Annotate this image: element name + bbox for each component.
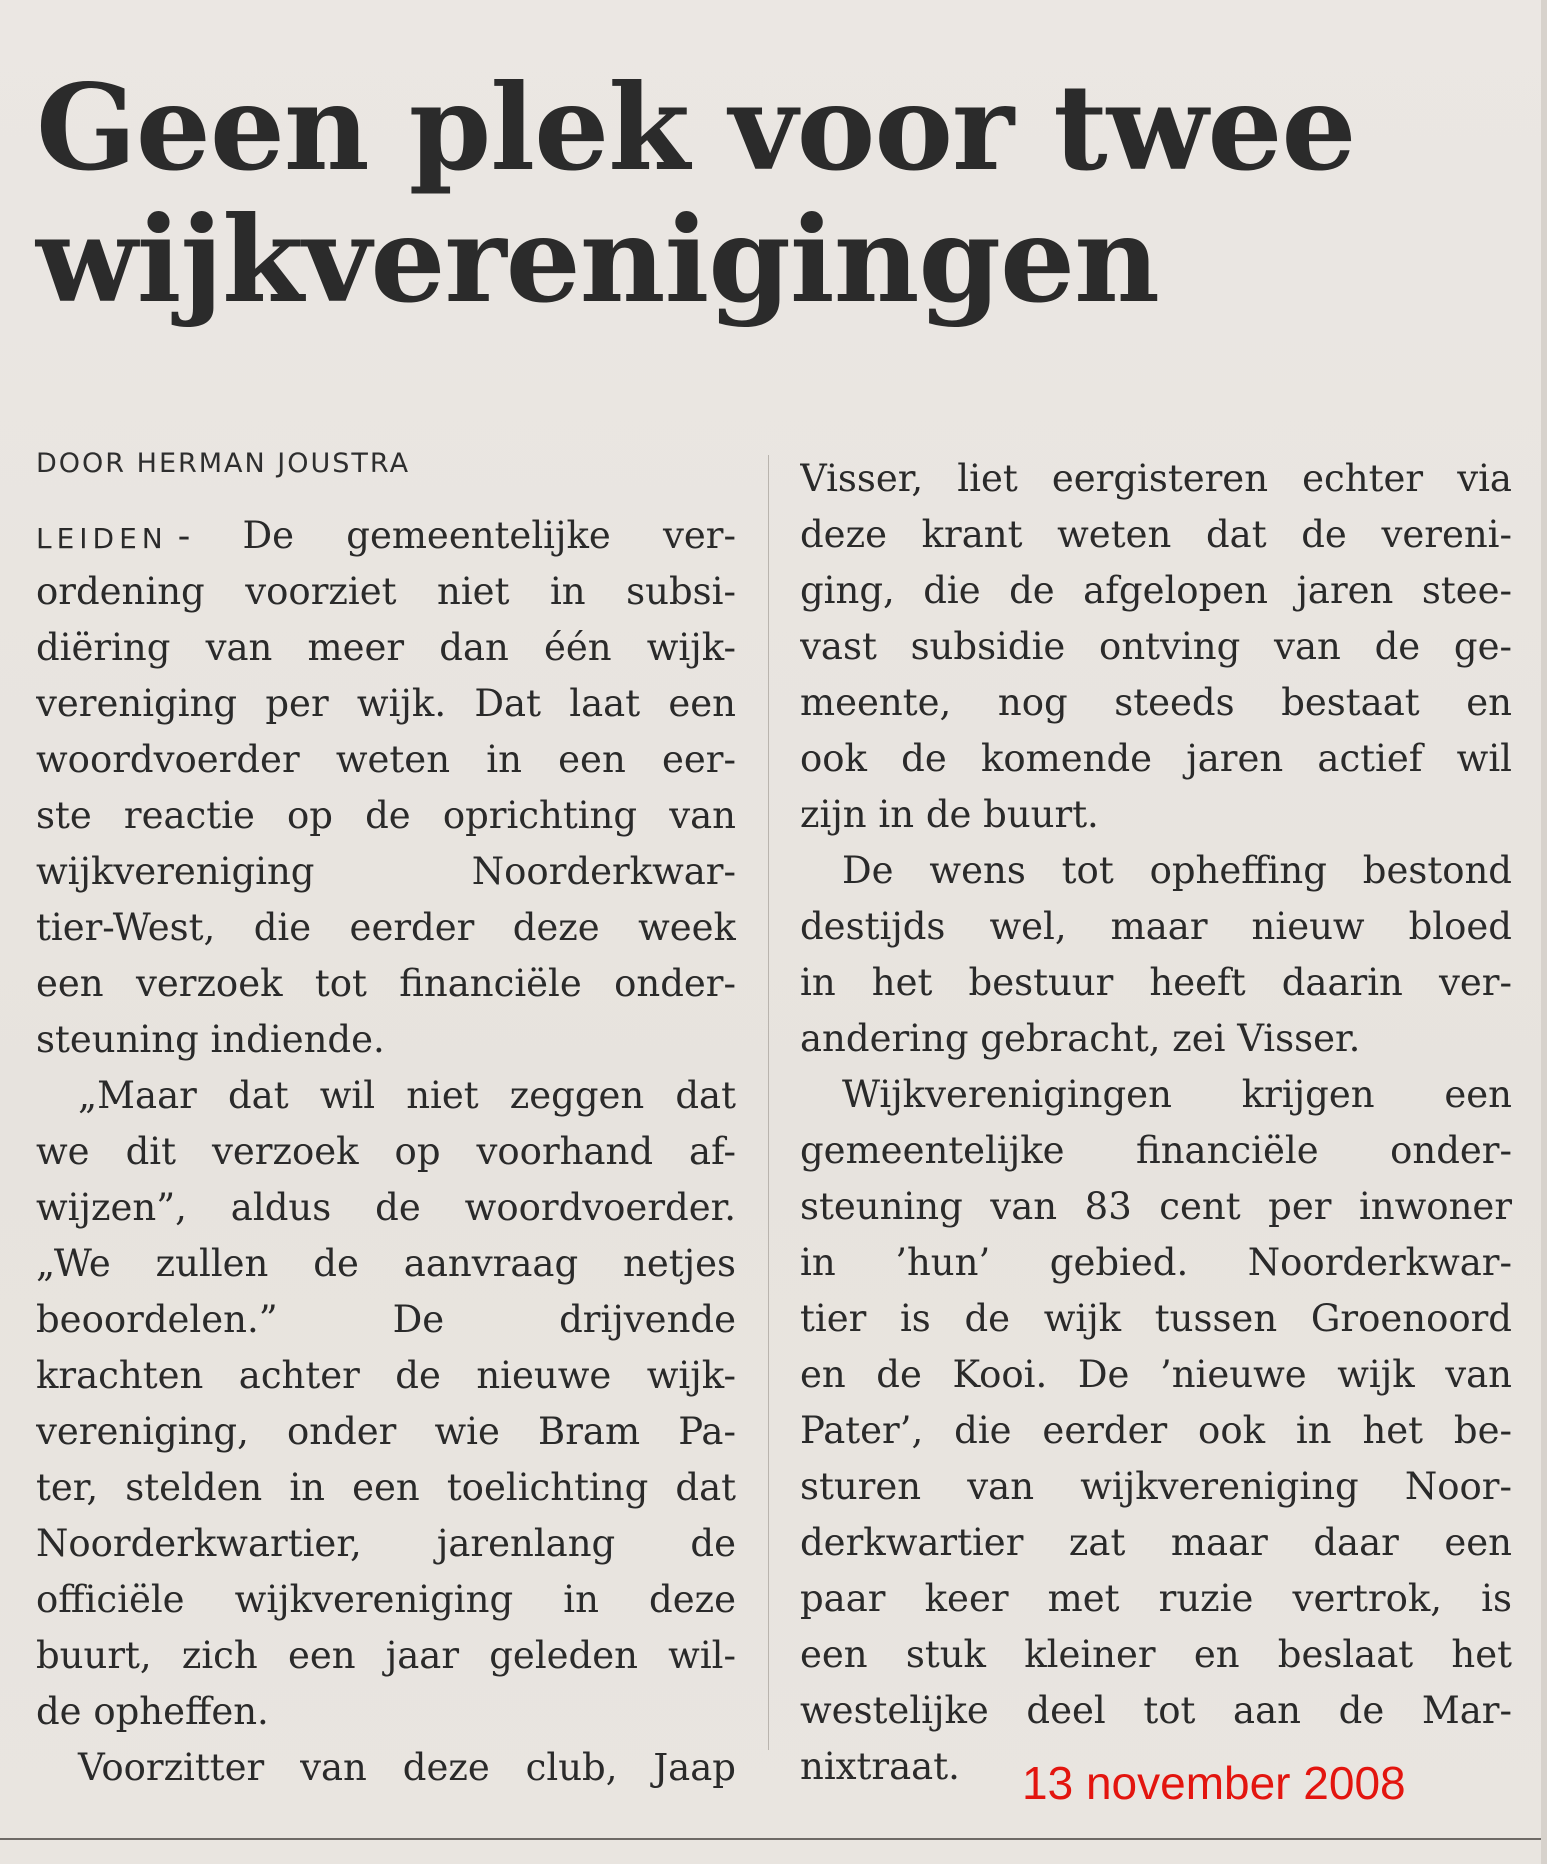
text-line: steuning indiende. — [36, 1018, 385, 1061]
text-line: gemeentelijke financiële onder- — [800, 1129, 1512, 1172]
left-column — [36, 508, 736, 1796]
text-line: Pater’, die eerder ook in het be- — [800, 1409, 1512, 1452]
clipping-edge — [1541, 0, 1547, 1864]
text-line: ste reactie op de oprichting van — [36, 794, 736, 837]
text-line: vereniging, onder wie Bram Pa- — [36, 1410, 736, 1453]
text-line: officiële wijkvereniging in deze — [36, 1578, 736, 1621]
text-line: zijn in de buurt. — [800, 793, 1099, 836]
text-line: destijds wel, maar nieuw bloed — [800, 905, 1512, 948]
text-line: en de Kooi. De ’nieuwe wijk van — [800, 1353, 1512, 1396]
text-line: tier-West, die eerder deze week — [36, 906, 736, 949]
text-line: vast subsidie ontving van de ge- — [800, 625, 1512, 668]
text-line: we dit verzoek op voorhand af- — [36, 1130, 736, 1173]
text-line: een verzoek tot financiële onder- — [36, 962, 736, 1005]
text-line: Voorzitter van deze club, Jaap — [78, 1746, 736, 1789]
text-line: buurt, zich een jaar geleden wil- — [36, 1634, 736, 1677]
text-line: in ’hun’ gebied. Noorderkwar- — [800, 1241, 1512, 1284]
text-line: steuning van 83 cent per inwoner — [800, 1185, 1512, 1228]
headline-line-2: wijkverenigingen — [36, 190, 1159, 329]
text-line — [36, 508, 736, 564]
bottom-rule — [0, 1838, 1547, 1840]
text-line: ook de komende jaren actief wil — [800, 737, 1512, 780]
text-line: Visser, liet eergisteren echter via — [800, 457, 1512, 500]
text-line: derkwartier zat maar daar een — [800, 1521, 1512, 1564]
text-line: een stuk kleiner en beslaat het — [800, 1633, 1512, 1676]
text-line: ter, stelden in een toelichting dat — [36, 1466, 736, 1509]
text-line: in het bestuur heeft daarin ver- — [800, 961, 1512, 1004]
headline — [36, 58, 1516, 329]
text-line: Wijkverenigingen krijgen een — [842, 1073, 1512, 1116]
text-line: krachten achter de nieuwe wijk- — [36, 1354, 736, 1397]
column-divider — [768, 455, 769, 1750]
text-line: Noorderkwartier, jarenlang de — [36, 1522, 736, 1565]
text-line: ging, die de afgelopen jaren stee- — [800, 569, 1512, 612]
text-line: beoordelen.” De drijvende — [36, 1298, 736, 1341]
text-line: sturen van wijkvereniging Noor- — [800, 1465, 1512, 1508]
text-line: woordvoerder weten in een eer- — [36, 738, 736, 781]
text-line: „Maar dat wil niet zeggen dat — [78, 1074, 736, 1117]
text-line: wijkvereniging Noorderkwar- — [36, 850, 736, 893]
text-line: de opheffen. — [36, 1690, 269, 1733]
byline: DOOR HERMAN JOUSTRA — [36, 448, 411, 479]
text-line: nixtraat. — [800, 1745, 960, 1788]
text-line: ordening voorziet niet in subsi- — [36, 570, 736, 613]
text-line: westelijke deel tot aan de Mar- — [800, 1689, 1512, 1732]
text-line: andering gebracht, zei Visser. — [800, 1017, 1361, 1060]
text-line: „We zullen de aanvraag netjes — [36, 1242, 736, 1285]
text-line: diëring van meer dan één wijk- — [36, 626, 736, 669]
text-line: deze krant weten dat de vereni- — [800, 513, 1512, 556]
date-stamp: 13 november 2008 — [1022, 1757, 1406, 1809]
text-line: vereniging per wijk. Dat laat een — [36, 682, 736, 725]
text-line: De wens tot opheffing bestond — [842, 849, 1512, 892]
text-line-content: - De gemeentelijke ver- — [177, 514, 736, 557]
text-line: tier is de wijk tussen Groenoord — [800, 1297, 1512, 1340]
text-line: wijzen”, aldus de woordvoerder. — [36, 1186, 736, 1229]
text-line: meente, nog steeds bestaat en — [800, 681, 1512, 724]
text-line: paar keer met ruzie vertrok, is — [800, 1577, 1512, 1620]
headline-line-1: Geen plek voor twee — [36, 58, 1356, 197]
dateline: LEIDEN — [36, 522, 168, 555]
right-column — [800, 451, 1512, 1795]
